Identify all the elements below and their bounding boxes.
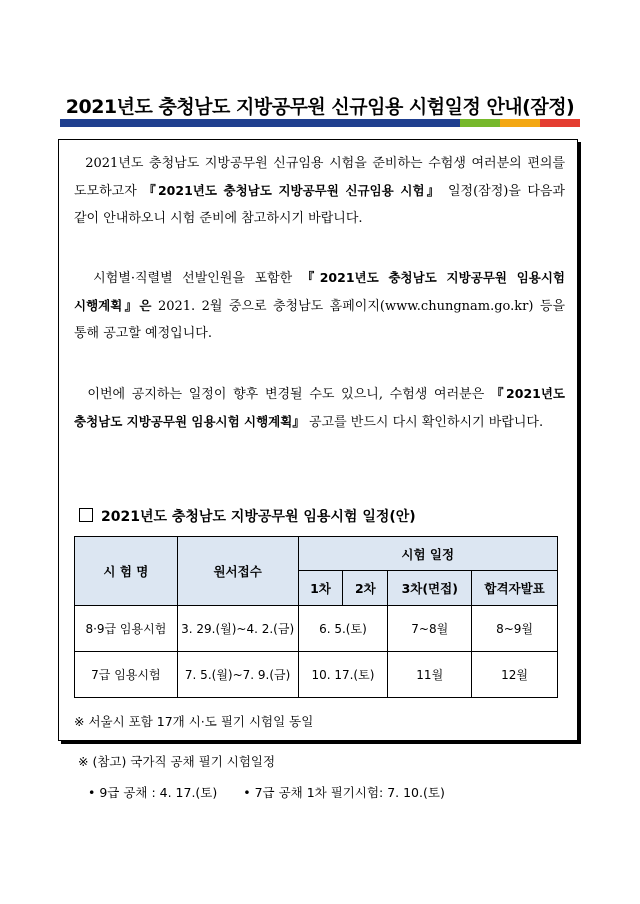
cell-exam: 7급 임용시험 [75, 652, 178, 698]
checkbox-square-icon [79, 508, 93, 522]
paragraph-intro [74, 150, 565, 232]
header-exam-schedule: 시험 일정 [298, 537, 557, 571]
para3-text: 이번에 공지하는 일정이 향후 변경될 수도 있으니, 수험생 여러분은 [87, 387, 491, 402]
section-heading [79, 506, 416, 526]
reference-item: • 9급 공채 : 4. 17.(토) [88, 785, 218, 800]
header-third-round: 3차(면접) [388, 571, 472, 606]
title-bar-segment [60, 119, 390, 127]
title-decoration-bar [60, 119, 580, 127]
title-bar-segment [540, 119, 580, 127]
header-first-round: 1차 [298, 571, 343, 606]
para2-bold-particle: 은 [139, 298, 152, 313]
table-header-row [75, 537, 558, 571]
para3-text-end: 공고를 반드시 다시 확인하시기 바랍니다. [304, 415, 544, 430]
cell-result: 8~9월 [472, 606, 558, 652]
cell-apply: 3. 29.(월)~4. 2.(금) [177, 606, 298, 652]
page-title: 2021년도 충청남도 지방공무원 신규임용 시험일정 안내(잠정) [65, 96, 575, 118]
header-application: 원서접수 [177, 537, 298, 606]
reference-list [88, 783, 467, 801]
para1-text: 2021년도 충청남도 지방공무원 신규임용 시험을 준비하는 수험생 여러분의 편의를 도모하고자 [74, 156, 566, 199]
para1-bold: 『2021년도 충청남도 지방공무원 신규임용 시험』 [143, 183, 442, 198]
header-result: 합격자발표 [472, 571, 558, 606]
cell-exam: 8·9급 임용시험 [75, 606, 178, 652]
header-exam-name: 시 험 명 [75, 537, 178, 606]
header-second-round: 2차 [343, 571, 388, 606]
para2-text-end: 2021. 2월 중으로 충청남도 홈페이지(www.chungnam.go.kr) 등을 통해 공고할 예정입니다. [74, 299, 565, 341]
para1-text-end: 일정(잠정)을 다음과 같이 안내하오니 시험 준비에 참고하시기 바랍니다. [74, 184, 565, 226]
table-row [75, 606, 558, 652]
notice-box [58, 139, 578, 741]
paragraph-change-notice [74, 380, 565, 436]
section-heading-text: 2021년도 충청남도 지방공무원 임용시험 일정(안) [101, 509, 416, 525]
para2-bold: 『2021년도 충청남도 지방공무원 임용시험 시행계획』 [74, 270, 566, 313]
title-bar-segment [390, 119, 460, 127]
para3-bold: 『2021년도 충청남도 지방공무원 임용시험 시행계획』 [74, 386, 565, 429]
paragraph-plan [74, 264, 565, 347]
para2-text: 시험별·직렬별 선발인원을 포함한 [93, 271, 302, 286]
cell-third: 11월 [388, 652, 472, 698]
cell-third: 7~8월 [388, 606, 472, 652]
reference-item: • 7급 공채 1차 필기시험: 7. 10.(토) [243, 785, 445, 800]
title-bar-segment [460, 119, 500, 127]
schedule-table [74, 536, 558, 698]
cell-first-second: 6. 5.(토) [298, 606, 388, 652]
cell-result: 12월 [472, 652, 558, 698]
cell-first-second: 10. 17.(토) [298, 652, 388, 698]
table-row [75, 652, 558, 698]
cell-apply: 7. 5.(월)~7. 9.(금) [177, 652, 298, 698]
table-footnote: ※ 서울시 포함 17개 시·도 필기 시험일 동일 [74, 714, 314, 729]
title-bar-segment [500, 119, 540, 127]
reference-heading: ※ (참고) 국가직 공채 필기 시험일정 [78, 754, 276, 769]
